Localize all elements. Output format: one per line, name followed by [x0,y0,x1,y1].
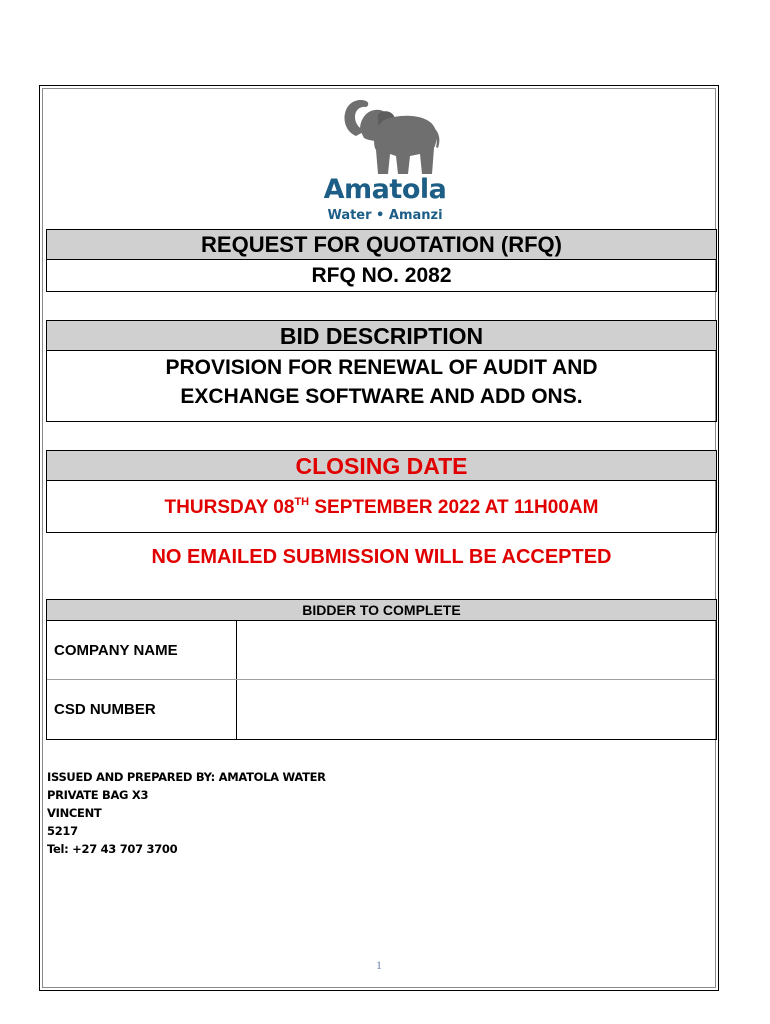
elephant-icon [320,92,450,176]
issuer-line: ISSUED AND PREPARED BY: AMATOLA WATER [47,770,326,784]
closing-date-value [47,481,716,533]
bidder-row-company [47,621,716,680]
bid-description-line1: PROVISION FOR RENEWAL OF AUDIT AND [165,356,598,379]
csd-number-field[interactable] [237,680,716,739]
company-name-field[interactable] [237,621,716,679]
closing-date-section [46,450,717,533]
issuer-phone: Tel: +27 43 707 3700 [47,842,178,856]
logo-tagline: Water • Amanzi [327,208,443,223]
bidder-section [46,599,717,740]
issuer-postcode: 5217 [47,824,78,838]
issuer-postal: PRIVATE BAG X3 [47,788,149,802]
rfq-title: REQUEST FOR QUOTATION (RFQ) [47,230,716,260]
no-email-notice: NO EMAILED SUBMISSION WILL BE ACCEPTED [151,546,612,568]
company-name-label: COMPANY NAME [47,621,237,679]
bid-description-section [46,320,717,422]
issuer-town: VINCENT [47,806,102,820]
bid-description-line2: EXCHANGE SOFTWARE AND ADD ONS. [180,385,583,408]
page-number: 1 [376,958,382,972]
rfq-number: RFQ NO. 2082 [311,264,452,287]
issuer-address [47,768,326,858]
closing-date-prefix: THURSDAY 08 [164,497,295,518]
closing-date-suffix: SEPTEMBER 2022 AT 11H00AM [309,497,599,518]
csd-number-label: CSD NUMBER [47,680,237,739]
bid-description-heading: BID DESCRIPTION [47,321,716,351]
logo-wordmark: Amatola [323,174,447,205]
bidder-row-csd [47,680,716,739]
rfq-section [46,229,717,292]
amatola-logo [320,92,450,226]
closing-date-heading: CLOSING DATE [47,451,716,481]
bid-description-text [47,351,716,411]
closing-date-ordinal: TH [294,496,310,508]
bidder-heading: BIDDER TO COMPLETE [47,600,716,621]
